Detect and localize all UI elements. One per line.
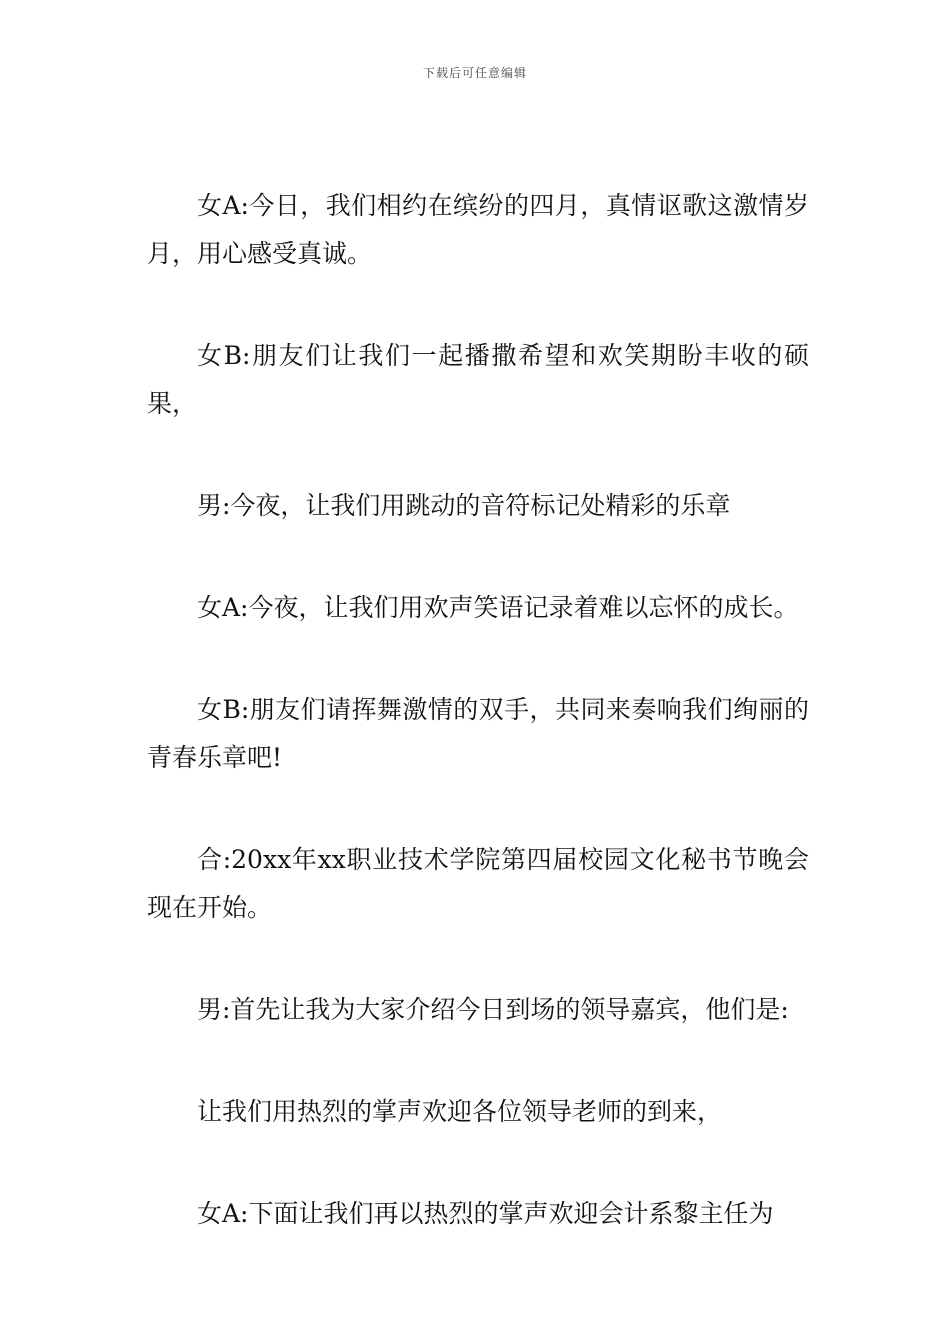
paragraph: 男:今夜，让我们用跳动的音符标记处精彩的乐章 xyxy=(197,491,731,520)
paragraph: 女B:朋友们让我们一起播撒希望和欢笑期盼丰收的硕果， xyxy=(147,341,809,418)
document-body xyxy=(147,182,809,1238)
paragraph: 男:首先让我为大家介绍今日到场的领导嘉宾，他们是: xyxy=(197,995,789,1024)
paragraph: 女B:朋友们请挥舞激情的双手，共同来奏响我们绚丽的青春乐章吧! xyxy=(147,695,809,772)
page-header: 下载后可任意编辑 xyxy=(422,66,527,80)
paragraph: 女A:今日，我们相约在缤纷的四月，真情讴歌这激情岁月，用心感受真诚。 xyxy=(147,191,809,268)
paragraph: 女A:今夜，让我们用欢声笑语记录着难以忘怀的成长。 xyxy=(197,593,799,622)
paragraph: 合:20xx年xx职业技术学院第四届校园文化秘书节晚会现在开始。 xyxy=(147,845,809,922)
paragraph: 让我们用热烈的掌声欢迎各位领导老师的到来， xyxy=(197,1097,723,1126)
paragraph: 女A:下面让我们再以热烈的掌声欢迎会计系黎主任为 xyxy=(197,1199,774,1228)
